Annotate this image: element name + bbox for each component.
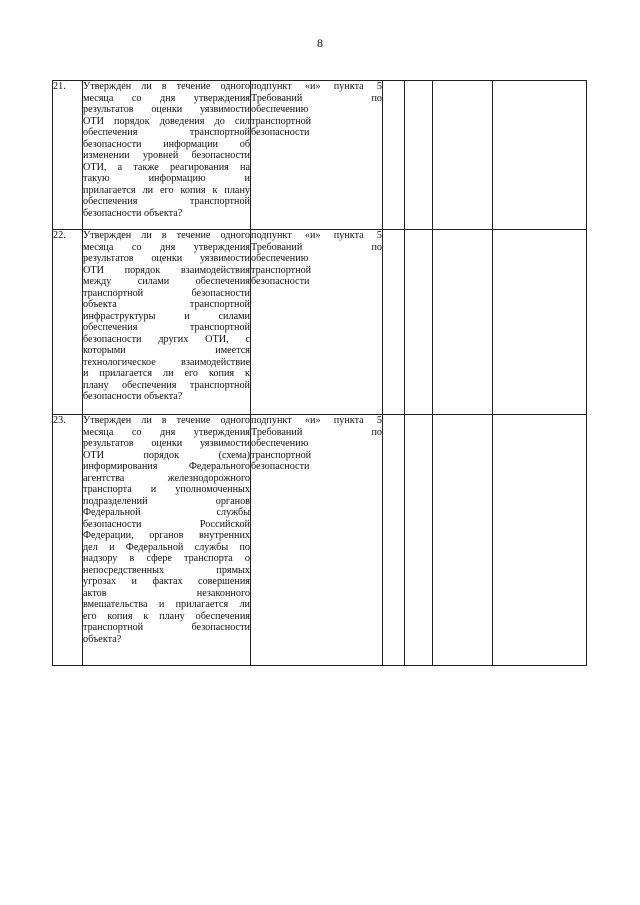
answer-cell-na	[433, 230, 493, 415]
notes-cell	[493, 415, 587, 666]
question-line: непосредственных прямых	[83, 564, 250, 576]
question-line: обеспечения транспортной	[83, 322, 250, 333]
reference-line: транспортной	[251, 449, 312, 461]
question-line: транспорта и уполномоченных	[83, 484, 250, 495]
question-line: агентства железнодорожного	[83, 472, 250, 484]
answer-cell-yes	[383, 415, 405, 666]
question-line: надзору в сфере транспорта о	[83, 553, 250, 564]
reference-line: обеспечению	[251, 438, 309, 449]
question-line: безопасности других ОТИ, с	[83, 333, 250, 345]
question-line: угрозах и фактах совершения	[83, 576, 250, 587]
question-line: ОТИ порядок доведения до сил	[83, 115, 250, 127]
question-line: ОТИ порядок (схема)	[83, 449, 250, 461]
question-line: обеспечения транспортной	[83, 127, 250, 138]
reference-line: подпункт «и» пункта 5	[251, 81, 382, 92]
question-line: месяца со дня утверждения	[83, 241, 250, 253]
question-line: которыми имеется	[83, 345, 250, 356]
answer-cell-yes	[383, 230, 405, 415]
question-cell	[83, 230, 251, 415]
question-line: безопасности Российской	[83, 518, 250, 530]
notes-cell	[493, 81, 587, 230]
table-row	[53, 415, 587, 666]
answer-cell-no	[405, 230, 433, 415]
question-cell	[83, 81, 251, 230]
question-line: прилагается ли его копия к плану	[83, 184, 250, 196]
question-line: Федерации, органов внутренних	[83, 530, 250, 541]
question-line: информирования Федерального	[83, 461, 250, 472]
question-line: объекта транспортной	[83, 299, 250, 310]
notes-cell	[493, 230, 587, 415]
question-cell	[83, 415, 251, 666]
reference-line: безопасности	[251, 127, 310, 138]
row-number: 23.	[53, 415, 83, 666]
reference-line: обеспечению	[251, 104, 309, 115]
question-line: инфраструктуры и силами	[83, 310, 250, 322]
reference-line: безопасности	[251, 461, 310, 472]
question-line: Утвержден ли в течение одного	[83, 415, 250, 426]
question-line: плану обеспечения транспортной	[83, 379, 250, 391]
question-line: безопасности объекта?	[83, 207, 183, 219]
answer-cell-na	[433, 415, 493, 666]
row-number: 22.	[53, 230, 83, 415]
question-line: Утвержден ли в течение одного	[83, 230, 250, 241]
reference-line: безопасности	[251, 276, 310, 287]
question-line: результатов оценки уязвимости	[83, 104, 250, 115]
question-line: дел и Федеральной службы по	[83, 541, 250, 553]
question-line: ОТИ порядок взаимодействия	[83, 264, 250, 276]
reference-line: транспортной	[251, 115, 312, 127]
reference-line: подпункт «и» пункта 5	[251, 230, 382, 241]
question-line: такую информацию и	[83, 173, 250, 184]
question-line: результатов оценки уязвимости	[83, 438, 250, 449]
question-line: месяца со дня утверждения	[83, 92, 250, 104]
question-line: изменении уровней безопасности	[83, 150, 250, 161]
question-line: и прилагается ли его копия к	[83, 368, 250, 379]
question-line: транспортной безопасности	[83, 622, 250, 633]
reference-line: подпункт «и» пункта 5	[251, 415, 382, 426]
question-line: вмешательства и прилагается ли	[83, 599, 250, 610]
answer-cell-no	[405, 415, 433, 666]
answer-cell-no	[405, 81, 433, 230]
page-number: 8	[317, 36, 323, 50]
reference-line: обеспечению	[251, 253, 309, 264]
reference-cell	[251, 415, 383, 666]
reference-line: Требований по	[251, 241, 382, 253]
question-line: результатов оценки уязвимости	[83, 253, 250, 264]
reference-cell	[251, 81, 383, 230]
question-line: технологическое взаимодействие	[83, 356, 250, 368]
reference-cell	[251, 230, 383, 415]
question-line: безопасности объекта?	[83, 391, 183, 402]
question-line: транспортной безопасности	[83, 287, 250, 299]
question-line: Федеральной службы	[83, 507, 250, 518]
question-line: месяца со дня утверждения	[83, 426, 250, 438]
question-line: обеспечения транспортной	[83, 196, 250, 207]
answer-cell-na	[433, 81, 493, 230]
question-line: безопасности информации об	[83, 138, 250, 150]
question-line: между силами обеспечения	[83, 276, 250, 287]
question-line: его копия к плану обеспечения	[83, 610, 250, 622]
reference-line: Требований по	[251, 92, 382, 104]
reference-line: Требований по	[251, 426, 382, 438]
question-line: актов незаконного	[83, 587, 250, 599]
question-line: подразделений органов	[83, 495, 250, 507]
question-line: Утвержден ли в течение одного	[83, 81, 250, 92]
reference-line: транспортной	[251, 264, 312, 276]
table-row	[53, 230, 587, 415]
checklist-table	[52, 80, 587, 666]
row-number: 21.	[53, 81, 83, 230]
question-line: ОТИ, а также реагирования на	[83, 161, 250, 173]
question-line: объекта?	[83, 633, 122, 645]
table-row	[53, 81, 587, 230]
answer-cell-yes	[383, 81, 405, 230]
